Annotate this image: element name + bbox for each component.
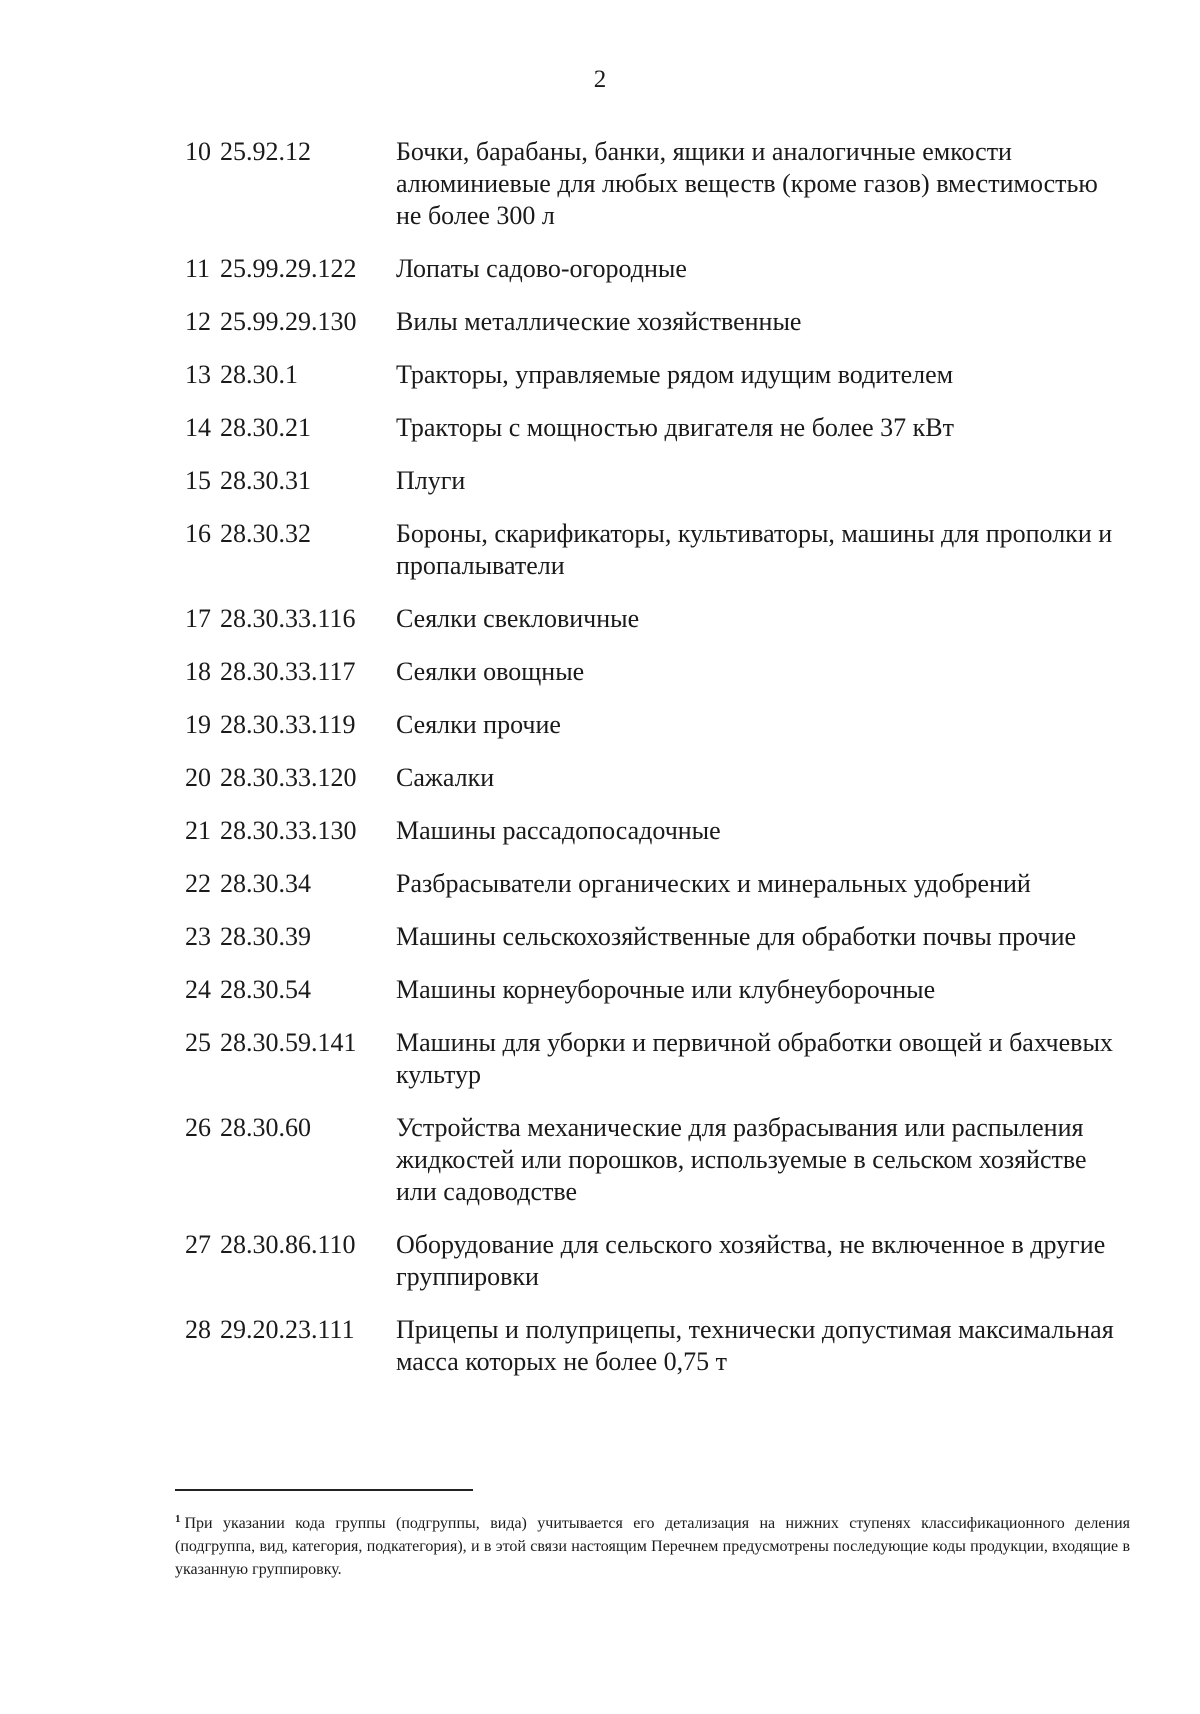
item-code: 28.30.60 — [220, 1113, 311, 1142]
item-name: Разбрасыватели органических и минеральных удобрений — [396, 869, 1031, 898]
item-name: Машины рассадопосадочные — [396, 816, 721, 845]
list-item — [185, 762, 1125, 794]
item-code: 28.30.34 — [220, 869, 311, 898]
item-code: 28.30.39 — [220, 922, 311, 951]
list-item — [185, 136, 1125, 232]
item-code: 28.30.33.117 — [220, 657, 356, 686]
item-number: 19 — [185, 710, 211, 739]
item-code: 29.20.23.111 — [220, 1315, 355, 1344]
item-code: 25.99.29.130 — [220, 307, 357, 336]
item-number: 11 — [185, 254, 211, 283]
item-code: 28.30.33.116 — [220, 604, 356, 633]
page-number: 2 — [593, 66, 607, 93]
item-name: Машины корнеуборочные или клубнеуборочные — [396, 975, 936, 1004]
item-number: 20 — [185, 763, 211, 792]
item-name: Оборудование для сельского хозяйства, не включенное в другие группировки — [396, 1230, 1106, 1291]
item-number: 13 — [185, 360, 211, 389]
item-code: 28.30.31 — [220, 466, 311, 495]
item-code: 28.30.32 — [220, 519, 311, 548]
item-name: Плуги — [396, 466, 466, 495]
item-name: Сеялки овощные — [396, 657, 585, 686]
item-name: Устройства механические для разбрасывания или распыления жидкостей или порошков, используемые в сельском хозяйстве или садоводстве — [396, 1113, 1087, 1206]
item-code: 28.30.59.141 — [220, 1028, 357, 1057]
item-number: 28 — [185, 1315, 211, 1344]
list-item — [185, 412, 1125, 444]
list-item — [185, 868, 1125, 900]
item-code: 28.30.33.130 — [220, 816, 357, 845]
item-code: 25.92.12 — [220, 137, 311, 166]
list-item — [185, 359, 1125, 391]
item-name: Машины сельскохозяйственные для обработки почвы прочие — [396, 922, 1077, 951]
item-name: Бочки, барабаны, банки, ящики и аналогичные емкости алюминиевые для любых веществ (кроме газов) вместимостью не более 300 л — [396, 137, 1098, 230]
list-item — [185, 1314, 1125, 1378]
item-code: 28.30.86.110 — [220, 1230, 356, 1259]
item-number: 16 — [185, 519, 211, 548]
item-name: Вилы металлические хозяйственные — [396, 307, 802, 336]
item-number: 26 — [185, 1113, 211, 1142]
item-name: Сеялки прочие — [396, 710, 561, 739]
list-item — [185, 974, 1125, 1006]
item-code: 28.30.54 — [220, 975, 311, 1004]
list-item — [185, 1027, 1125, 1091]
item-number: 10 — [185, 137, 211, 166]
item-number: 21 — [185, 816, 211, 845]
item-number: 15 — [185, 466, 211, 495]
item-number: 27 — [185, 1230, 211, 1259]
item-name: Прицепы и полуприцепы, технически допустимая максимальная масса которых не более 0,75 т — [396, 1315, 1114, 1376]
item-number: 23 — [185, 922, 211, 951]
item-code: 28.30.33.120 — [220, 763, 357, 792]
item-code: 28.30.1 — [220, 360, 298, 389]
item-number: 12 — [185, 307, 211, 336]
list-item — [185, 921, 1125, 953]
footnote — [175, 1508, 1130, 1581]
item-number: 17 — [185, 604, 211, 633]
item-name: Тракторы, управляемые рядом идущим водителем — [396, 360, 954, 389]
item-number: 14 — [185, 413, 211, 442]
list-item — [185, 603, 1125, 635]
item-number: 18 — [185, 657, 211, 686]
footnote-marker: 1 — [175, 1513, 181, 1525]
item-number: 24 — [185, 975, 211, 1004]
item-code: 25.99.29.122 — [220, 254, 357, 283]
list-item — [185, 709, 1125, 741]
item-name: Лопаты садово-огородные — [396, 254, 687, 283]
item-number: 22 — [185, 869, 211, 898]
list-item — [185, 253, 1125, 285]
footnote-divider — [175, 1489, 473, 1491]
list-item — [185, 815, 1125, 847]
item-name: Машины для уборки и первичной обработки овощей и бахчевых культур — [396, 1028, 1113, 1089]
list-item — [185, 1112, 1125, 1208]
list-item — [185, 465, 1125, 497]
footnote-text: При указании кода группы (подгруппы, вида) учитывается его детализация на нижних ступенях классификационного деления (подгруппа, вид, категория, подкатегория), и в этой связи настоящим Перечнем предусмотрены последующие коды продукции, входящие в указанную группировку. — [175, 1515, 1130, 1578]
item-name: Сеялки свекловичные — [396, 604, 640, 633]
item-code: 28.30.21 — [220, 413, 311, 442]
list-item — [185, 656, 1125, 688]
item-name: Бороны, скарификаторы, культиваторы, машины для прополки и пропалыватели — [396, 519, 1113, 580]
list-item — [185, 306, 1125, 338]
list-item — [185, 1229, 1125, 1293]
item-number: 25 — [185, 1028, 211, 1057]
item-name: Сажалки — [396, 763, 495, 792]
list-item — [185, 518, 1125, 582]
item-name: Тракторы с мощностью двигателя не более 37 кВт — [396, 413, 954, 442]
product-list — [185, 136, 1125, 1399]
item-code: 28.30.33.119 — [220, 710, 356, 739]
